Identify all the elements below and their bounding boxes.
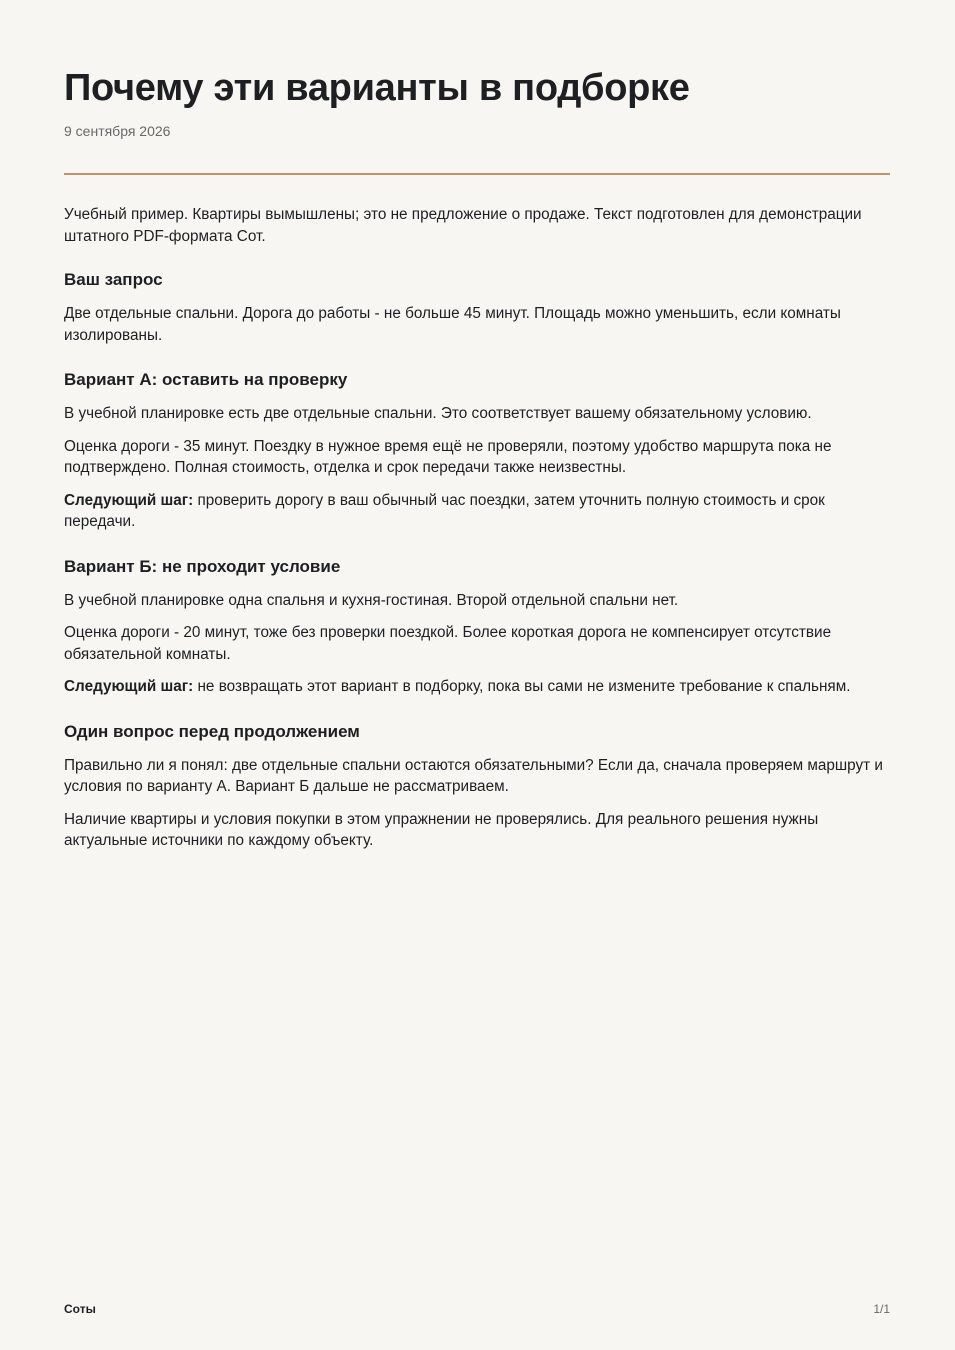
next-step-label: Следующий шаг: <box>64 678 194 695</box>
footer-brand: Соты <box>64 1302 96 1316</box>
next-step-text: проверить дорогу в ваш обычный час поездки, затем уточнить полную стоимость и срок передачи. <box>64 491 825 530</box>
next-step-text: не возвращать этот вариант в подборку, пока вы сами не измените требование к спальням. <box>193 678 851 695</box>
request-text: Две отдельные спальни. Дорога до работы - не больше 45 минут. Площадь можно уменьшить, если комнаты изолированы. <box>64 305 841 344</box>
next-step-label: Следующий шаг: <box>64 491 194 509</box>
request-heading: Ваш запрос <box>64 270 163 289</box>
intro-paragraph: Учебный пример. Квартиры вымышлены; это не предложение о продаже. Текст подготовлен для демонстрации штатного PDF-формата Сот. <box>64 206 862 245</box>
header-divider <box>64 173 890 175</box>
option-a-paragraph-1: В учебной планировке есть две отдельные спальни. Это соответствует вашему обязательному условию. <box>64 405 812 422</box>
option-a-heading: Вариант А: оставить на проверку <box>64 370 348 389</box>
option-a-next-step <box>64 490 890 533</box>
option-a-paragraph-2: Оценка дороги - 35 минут. Поездку в нужное время ещё не проверяли, поэтому удобство маршрута пока не подтверждено. Полная стоимость, отделка и срок передачи также неизвестны. <box>64 437 832 476</box>
document-date: 9 сентября 2026 <box>64 123 171 139</box>
question-paragraph-1: Правильно ли я понял: две отдельные спальни остаются обязательными? Если да, сначала проверяем маршрут и условия по варианту А. Вариант Б дальше не рассматриваем. <box>64 756 883 795</box>
page-number: 1/1 <box>873 1302 890 1316</box>
option-b-paragraph-2: Оценка дороги - 20 минут, тоже без проверки поездкой. Более короткая дорога не компенсирует отсутствие обязательной комнаты. <box>64 624 832 663</box>
option-b-heading: Вариант Б: не проходит условие <box>64 556 341 576</box>
question-paragraph-2: Наличие квартиры и условия покупки в этом упражнении не проверялись. Для реального решения нужны актуальные источники по каждому объекту. <box>64 810 819 849</box>
question-heading: Один вопрос перед продолжением <box>64 721 360 741</box>
page-title: Почему эти варианты в подборке <box>64 67 690 109</box>
option-b-paragraph-1: В учебной планировке одна спальня и кухня-гостиная. Второй отдельной спальни нет. <box>64 591 679 609</box>
option-b-next-step <box>64 676 890 698</box>
document-body <box>64 204 890 863</box>
